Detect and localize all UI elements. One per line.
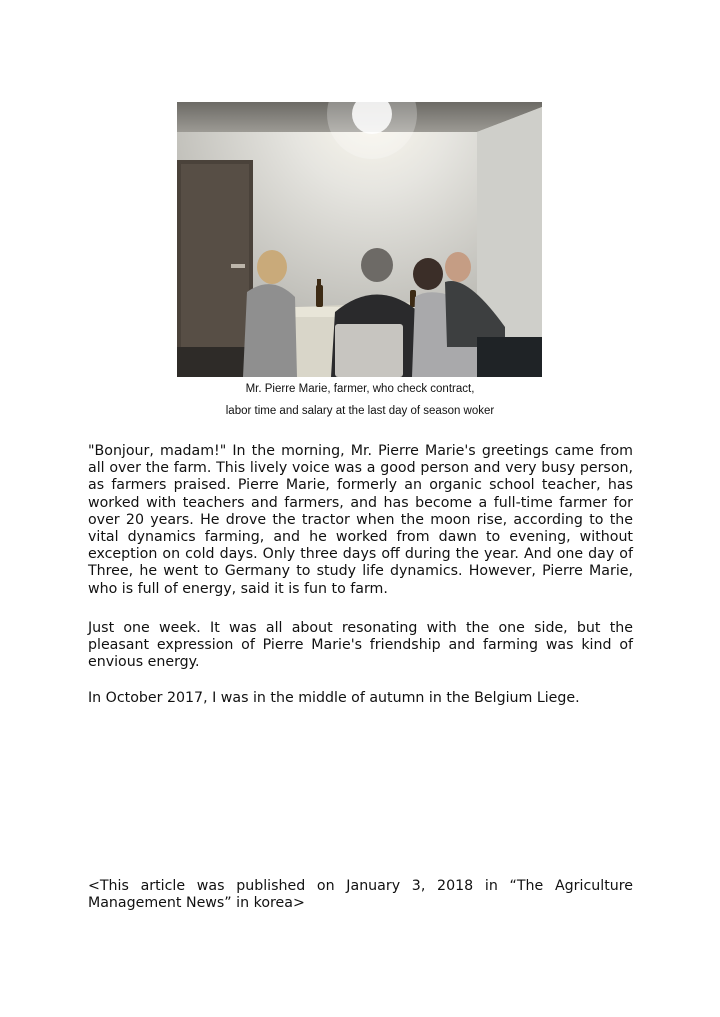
article-paragraph-3: In October 2017, I was in the middle of autumn in the Belgium Liege. [88,690,580,706]
photo-caption-line-2: labor time and salary at the last day of season woker [225,405,495,417]
photo-caption-line-1: Mr. Pierre Marie, farmer, who check contract, [245,383,475,395]
article-paragraph-2: Just one week. It was all about resonating with the one side, but the pleasant expression of Pierre Marie's friendship and farming was kind of envious energy. [88,620,633,671]
article-paragraph-1: "Bonjour, madam!" In the morning, Mr. Pierre Marie's greetings came from all over the farm. This lively voice was a good person and very busy person, as farmers praised. Pierre Marie, formerly an organic school teacher, has worked with teachers and farmers, and has become a full-time farmer for over 20 years. He drove the tractor when the moon rise, according to the vital dynamics farming, and he worked from dawn to evening, without exception on cold days. Only three days off during the year. And one day of Three, he went to Germany to study life dynamics. However, Pierre Marie, who is full of energy, said it is fun to farm. [88,443,633,597]
article-photo [177,102,542,377]
publication-note: <This article was published on January 3, 2018 in “The Agriculture Management News” in korea> [88,878,633,912]
